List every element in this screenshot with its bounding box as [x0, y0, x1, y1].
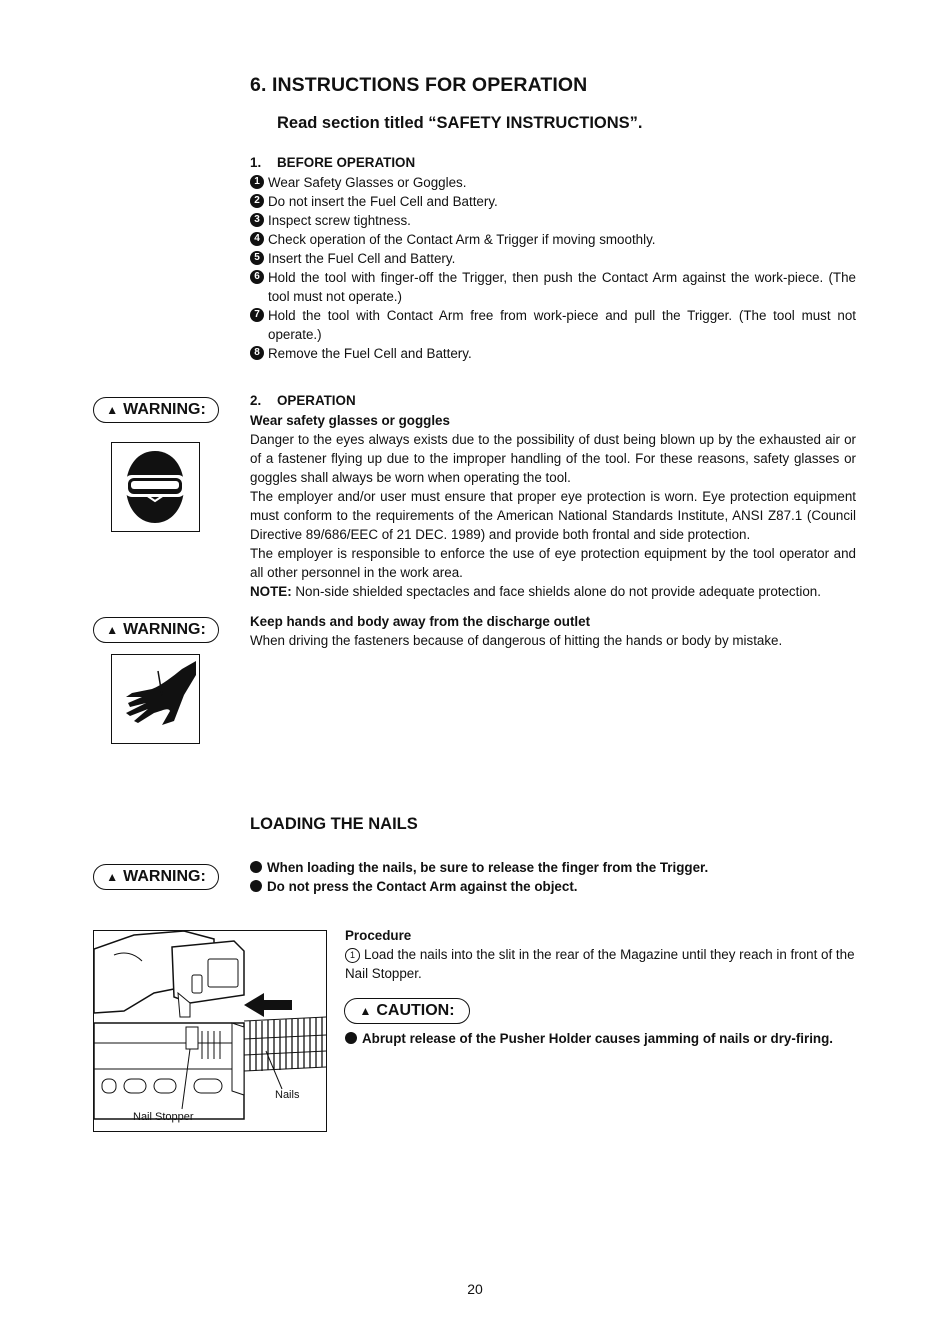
step-number-badge: 5	[250, 251, 264, 265]
loading-warning-item	[250, 858, 856, 877]
warning-label: WARNING:	[123, 401, 206, 418]
hands-warning-title: Keep hands and body away from the discharge outlet	[250, 614, 591, 629]
step-number-badge: 6	[250, 270, 264, 284]
glasses-note	[250, 582, 856, 601]
loading-nails-heading: LOADING THE NAILS	[250, 815, 418, 833]
step-number-badge: 2	[250, 194, 264, 208]
warning-label: WARNING:	[123, 868, 206, 885]
warning-label: WARNING:	[123, 621, 206, 638]
nails-label: Nails	[275, 1089, 300, 1101]
glasses-paragraph-2: The employer and/or user must ensure that proper eye protection is worn. Eye protection equipment must conform to the requirements of the American National Standards Institute, ANSI Z87.1 (Council Directive 89/686/EEC of 21 DEC. 1989) and provide both frontal and side protection.	[250, 489, 856, 542]
step-text: Insert the Fuel Cell and Battery.	[268, 251, 456, 266]
subsection-title: BEFORE OPERATION	[277, 155, 416, 170]
step-item	[250, 249, 856, 268]
nail-stopper-label: Nail Stopper	[133, 1111, 194, 1123]
note-text: Non-side shielded spectacles and face shields alone do not provide adequate protection.	[291, 584, 821, 599]
step-item	[250, 192, 856, 211]
warning-text: When loading the nails, be sure to release the finger from the Trigger.	[267, 860, 709, 875]
step-text: Do not insert the Fuel Cell and Battery.	[268, 194, 498, 209]
bullet-icon	[250, 880, 262, 892]
loading-warning-item	[250, 877, 856, 896]
page-number: 20	[467, 1281, 483, 1297]
nail-loading-illustration	[93, 930, 327, 1132]
hand-icon	[112, 655, 199, 743]
procedure-step	[345, 945, 856, 983]
step-text: Hold the tool with Contact Arm free from work-piece and pull the Trigger. (The tool must not operate.)	[268, 308, 856, 342]
step-item	[250, 344, 856, 363]
caution-item	[345, 1029, 856, 1048]
step-number-badge: 4	[250, 232, 264, 246]
bullet-icon	[345, 1032, 357, 1044]
goggles-face-icon	[112, 443, 199, 531]
step-text: Check operation of the Contact Arm & Trigger if moving smoothly.	[268, 232, 656, 247]
warning-triangle-icon: ▲	[359, 1004, 372, 1018]
warning-text: Do not press the Contact Arm against the object.	[267, 879, 578, 894]
section-title: 6. INSTRUCTIONS FOR OPERATION	[250, 74, 588, 96]
glasses-paragraph-3: The employer is responsible to enforce the use of eye protection equipment by the tool operator and all other personnel in the work area.	[250, 546, 856, 580]
step-item	[250, 211, 856, 230]
procedure-heading: Procedure	[345, 928, 412, 943]
step-item	[250, 268, 856, 306]
before-operation-heading	[250, 155, 415, 170]
step-number-badge: 1	[250, 175, 264, 189]
step-number-badge: 7	[250, 308, 264, 322]
operation-heading	[250, 393, 356, 408]
step-text: Wear Safety Glasses or Goggles.	[268, 175, 467, 190]
subsection-number: 1.	[250, 155, 262, 170]
step-number-badge: 8	[250, 346, 264, 360]
hand-hazard-pictogram	[111, 654, 200, 744]
step-item	[250, 230, 856, 249]
step-number-badge: 3	[250, 213, 264, 227]
warning-triangle-icon: ▲	[106, 403, 119, 417]
subsection-title: OPERATION	[277, 393, 356, 408]
step-text: Hold the tool with finger-off the Trigger, then push the Contact Arm against the work-piece. (The tool must not operate.)	[268, 270, 856, 304]
safety-goggles-pictogram	[111, 442, 200, 532]
step-text: Inspect screw tightness.	[268, 213, 411, 228]
warning-badge	[93, 617, 219, 643]
step-item	[250, 173, 856, 192]
step-item	[250, 306, 856, 344]
nailer-drawing	[94, 931, 326, 1131]
caution-badge	[344, 998, 470, 1024]
warning-badge	[93, 864, 219, 890]
warning-badge	[93, 397, 219, 423]
warning-triangle-icon: ▲	[106, 870, 119, 884]
read-safety-note: Read section titled “SAFETY INSTRUCTIONS”.	[277, 114, 643, 132]
step-circle-number: 1	[345, 948, 360, 963]
bullet-icon	[250, 861, 262, 873]
glasses-paragraph-1: Danger to the eyes always exists due to the possibility of dust being blown up by the exhausted air or of a fastener flying up due to the improper handling of the tool. For these reasons, safety glasses or goggles shall always be worn when operating the tool.	[250, 432, 856, 485]
caution-text: Abrupt release of the Pusher Holder causes jamming of nails or dry-firing.	[362, 1031, 834, 1046]
hands-warning-text: When driving the fasteners because of dangerous of hitting the hands or body by mistake.	[250, 633, 783, 648]
warning-triangle-icon: ▲	[106, 623, 119, 637]
procedure-step-text: Load the nails into the slit in the rear of the Magazine until they reach in front of the Nail Stopper.	[345, 947, 855, 981]
step-text: Remove the Fuel Cell and Battery.	[268, 346, 472, 361]
glasses-warning-title: Wear safety glasses or goggles	[250, 413, 450, 428]
note-label: NOTE:	[250, 584, 292, 599]
caution-label: CAUTION:	[376, 1002, 455, 1019]
subsection-number: 2.	[250, 393, 262, 408]
